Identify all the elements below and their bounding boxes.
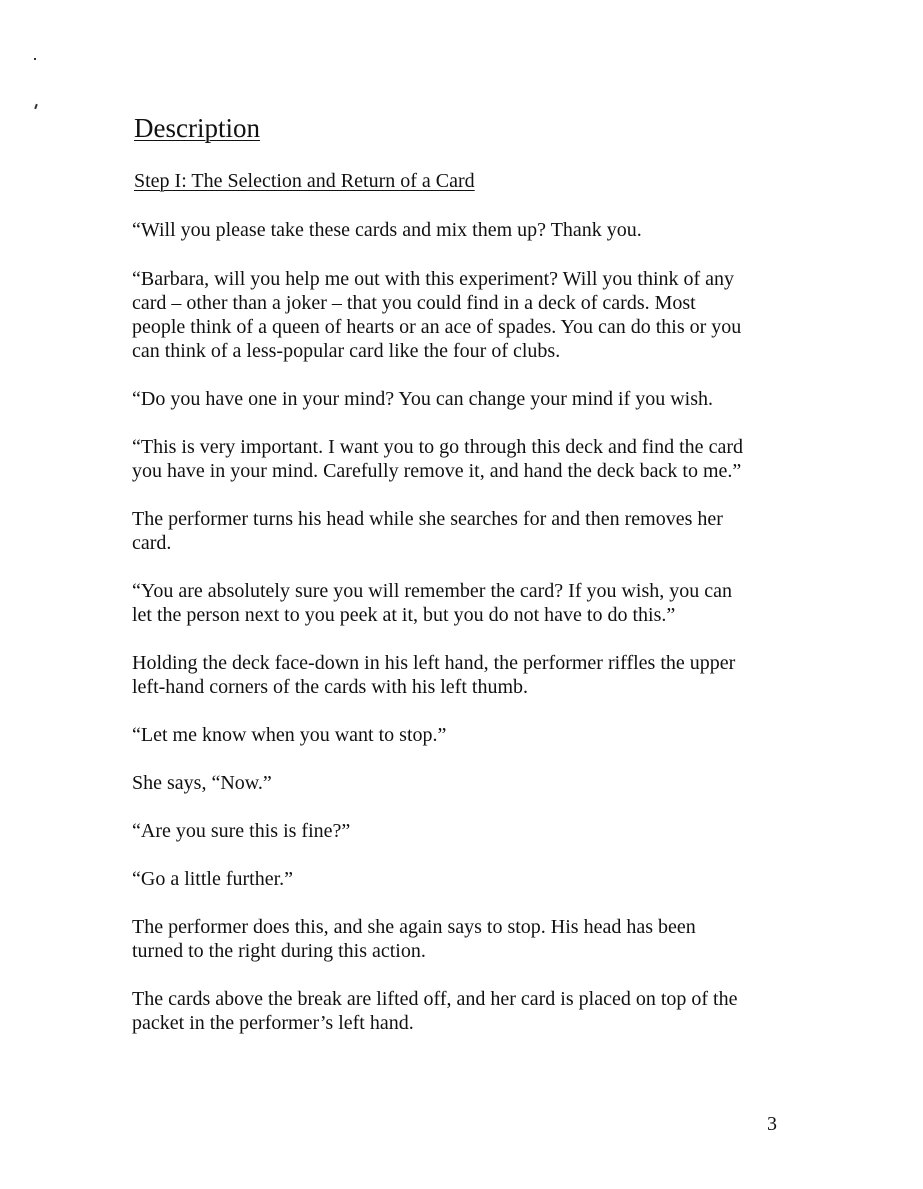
- text-line: “Let me know when you want to stop.”: [132, 724, 447, 746]
- text-line: turned to the right during this action.: [132, 940, 426, 962]
- text-line: “Barbara, will you help me out with this experiment? Will you think of any: [132, 268, 735, 290]
- paragraph-2: [132, 267, 741, 363]
- text-line: “You are absolutely sure you will remember the card? If you wish, you can: [132, 580, 733, 602]
- paragraph-6: [132, 579, 732, 627]
- paragraph-12: [132, 915, 696, 963]
- scan-speck: [34, 104, 38, 109]
- text-line: card – other than a joker – that you could find in a deck of cards. Most: [132, 292, 696, 314]
- text-line: “Go a little further.”: [132, 868, 294, 890]
- paragraph-13: [132, 987, 737, 1035]
- paragraph-3: [132, 387, 713, 411]
- text-line: you have in your mind. Carefully remove it, and hand the deck back to me.”: [132, 460, 742, 482]
- text-line: “This is very important. I want you to go through this deck and find the card: [132, 436, 743, 458]
- text-line: let the person next to you peek at it, but you do not have to do this.”: [132, 604, 676, 626]
- text-line: card.: [132, 532, 172, 554]
- scan-speck: [34, 58, 36, 60]
- text-line: She says, “Now.”: [132, 772, 272, 794]
- paragraph-1: [132, 218, 642, 242]
- paragraph-8: [132, 723, 446, 747]
- paragraph-9: [132, 771, 272, 795]
- text-line: The cards above the break are lifted off, and her card is placed on top of the: [132, 988, 738, 1010]
- paragraph-4: [132, 435, 743, 483]
- text-line: people think of a queen of hearts or an ace of spades. You can do this or you: [132, 316, 742, 338]
- text-line: Holding the deck face-down in his left hand, the performer riffles the upper: [132, 652, 736, 674]
- page-heading: Description: [134, 113, 260, 143]
- text-line: left-hand corners of the cards with his left thumb.: [132, 676, 528, 698]
- text-line: can think of a less-popular card like the four of clubs.: [132, 340, 561, 362]
- text-line: “Are you sure this is fine?”: [132, 820, 351, 842]
- text-line: “Do you have one in your mind? You can change your mind if you wish.: [132, 388, 714, 410]
- paragraph-5: [132, 507, 723, 555]
- paragraph-10: [132, 819, 350, 843]
- text-line: The performer turns his head while she searches for and then removes her: [132, 508, 723, 530]
- section-subheading: Step I: The Selection and Return of a Card: [134, 170, 475, 192]
- text-line: “Will you please take these cards and mix them up? Thank you.: [132, 219, 642, 241]
- paragraph-11: [132, 867, 293, 891]
- paragraph-7: [132, 651, 735, 699]
- text-line: packet in the performer’s left hand.: [132, 1012, 414, 1034]
- page-number: 3: [767, 1113, 777, 1135]
- text-line: The performer does this, and she again says to stop. His head has been: [132, 916, 696, 938]
